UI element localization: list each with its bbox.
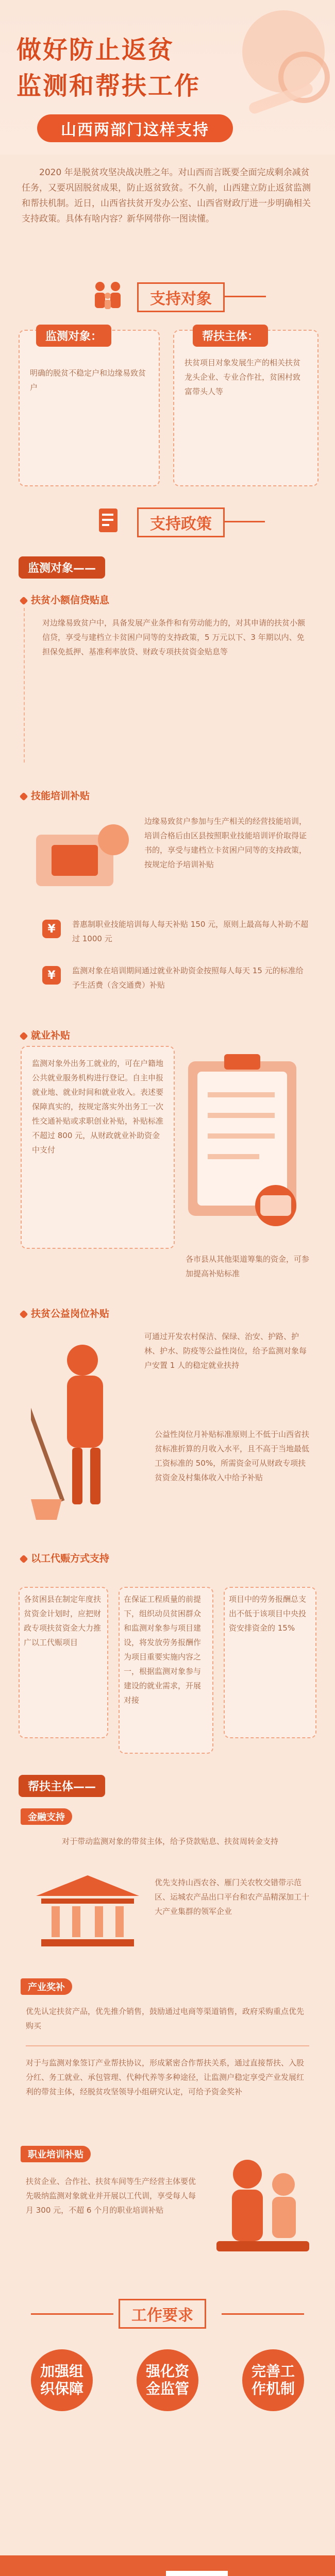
loan-title-text: 扶贫小额信贷贴息: [31, 595, 110, 606]
qr-code: [166, 2571, 228, 2576]
support-policy-title: 支持政策: [137, 507, 225, 537]
public-post-text1: 可通过开发农村保洁、保绿、治安、护路、护林、护水、防疫等公益性岗位，给予监测对象每户安置 1 人的稳定就业扶持: [144, 1332, 307, 1370]
public-post-title: [21, 1306, 109, 1320]
hero-title-line2: 监测和帮扶工作: [16, 72, 201, 100]
employment-text: 监测对象外出务工就业的，可在户籍地公共就业服务机构进行登记。自主申报就业地、就业时间和就业收入。表述要保障真实的，按规定落实外出务工一次性交通补贴或求职创业补贴，补贴标准不超过 800 元，从财政就业补助资金中支付: [32, 1059, 164, 1155]
training-text3: 监测对象在培训期间通过就业补助资金按照每人每天 15 元的标准给予生活费（含交通费）补贴: [72, 966, 304, 990]
public-post-text2: 公益性岗位月补贴标准原则上不低于山西省扶贫标准折算的月收入水平，且不高于当地最低工资标准的 50%，所需资金可从财政专项扶贫资金及村集体收入中给予补贴: [155, 1430, 310, 1482]
requirements-header-line-left: [31, 2313, 113, 2315]
sweeper-illustration: [31, 1329, 139, 1525]
training-text2: 普惠制职业技能培训每人每天补贴 150 元，原则上最高每人补助不超过 1000 元: [72, 920, 309, 943]
monitor-target-card: [19, 330, 160, 486]
requirement-tag-text: 完善工作机制: [251, 2363, 295, 2397]
work-relief-col3: 项目中的劳务报酬总支出不低于该项目中央投资安排资金的 15%: [229, 1595, 307, 1633]
public-post-title-text: 扶贫公益岗位补贴: [31, 1308, 110, 1319]
employment-title: [21, 1028, 70, 1042]
monitor-object-pill: 监测对象——: [19, 556, 105, 579]
loan-text: 对边缘易致贫户中，具备发展产业条件和有劳动能力的，对其申请的扶贫小额信贷，享受与建档立卡贫困户同等的支持政策，5 万元以下、3 年期以内、免担保免抵押、基准利率放贷、财政专项扶贫资金贴息等: [42, 618, 306, 656]
help-target-label: 帮扶主体：: [193, 325, 268, 347]
bullet-icon: [20, 792, 28, 801]
help-subject-pill: 帮扶主体——: [19, 1775, 105, 1797]
work-relief-title-text: 以工代赈方式支持: [31, 1553, 110, 1564]
clipboard-illustration: [183, 1051, 312, 1247]
hero-banner: 山西两部门这样支持: [37, 114, 233, 142]
requirement-tag-text: 强化资金监管: [145, 2363, 189, 2397]
training-title: [21, 788, 90, 802]
help-target-card: [173, 330, 319, 486]
training-text1: 边缘易致贫户参加与生产相关的经营技能培训，培训合格后由区县按照职业技能培训评价取得证书的，享受与建档立卡贫困户同等的支持政策，按规定给予培训补贴: [144, 817, 307, 869]
job-train-ribbon: [21, 2146, 91, 2162]
monitor-target-label: 监测对象：: [36, 325, 111, 347]
training-title-text: 技能培训补贴: [31, 790, 90, 802]
work-relief-title: [21, 1551, 109, 1565]
intro-paragraph: 2020 年是脱贫攻坚决战决胜之年。对山西而言既要全面完成剩余减贫任务，又要巩固脱贫成果，防止返贫致贫。不久前，山西建立防止返贫监测和帮扶机制。近日，山西省扶贫开发办公室、山西省财政厅进一步明确相关支持政策。具体有啥内容？新华网带你一图读懂。: [22, 167, 311, 224]
industry-text1: 优先认定扶贫产品，优先推介销售，鼓励通过电商等渠道销售，政府采购重点优先购买: [26, 2007, 305, 2030]
header-divider: [224, 521, 265, 522]
industry-text2: 对于与监测对象签订产业帮扶协议，形成紧密合作帮扶关系，通过直接帮扶、入股分红、务工就业、承包管理、代种代养等多种途径，让监测户稳定享受产业发展红利的带贫主体，经脱贫攻坚领导小组研究认定，可给予资金奖补: [26, 2058, 305, 2096]
coin-icon: ¥: [42, 966, 61, 985]
requirement-tag-2: [137, 2349, 198, 2411]
requirements-header-line-right: [222, 2313, 304, 2315]
requirement-tag-1: [31, 2349, 93, 2411]
bullet-icon: [20, 1310, 28, 1318]
bullet-icon: [20, 596, 28, 605]
footer: [0, 2555, 335, 2576]
bullet-icon: [20, 1554, 28, 1563]
requirement-tag-3: [242, 2349, 304, 2411]
employment-text2: 各市县从其他渠道筹集的资金，可参加提高补贴标准: [186, 1255, 310, 1278]
monitor-target-text: 明确的脱贫不稳定户和边缘易致贫户: [30, 368, 146, 392]
header-divider: [225, 296, 266, 297]
support-targets-title: 支持对象: [137, 282, 225, 312]
hero: [0, 0, 335, 155]
loan-title: [21, 592, 109, 606]
finance-text1: 对于带动监测对象的带贫主体，给予贷款贴息、扶贫周转金支持: [62, 1837, 279, 1846]
help-target-text: 扶贫项目对象发展生产的相关扶贫龙头企业、专业合作社，贫困村致富带头人等: [185, 358, 301, 396]
policy-icon: [96, 506, 124, 534]
bank-illustration: [31, 1870, 144, 1953]
industry-divider: [26, 2045, 309, 2046]
work-relief-col1: 各贫困县在制定年度扶贫资金计划时，应把财政专项扶贫资金大力推广以工代赈项目: [24, 1595, 102, 1647]
dashed-connector: [24, 608, 25, 762]
work-relief-col2: 在保证工程质量的前提下，组织动员贫困群众和监测对象参与项目建设，将发放劳务报酬作为项目重要实施内容之一，根据监测对象参与建设的就业需求，开展对接: [124, 1595, 202, 1705]
job-train-text: 扶贫企业、合作社、扶贫车间等生产经营主体要优先吸纳监测对象就业并开展以工代训，享受每人每月 300 元，不超 6 个月的职业培训补贴: [26, 2177, 196, 2215]
worker-illustration: [206, 2154, 314, 2267]
finance-title: 金融支持: [28, 1812, 65, 1823]
support-policy-section: [19, 502, 316, 544]
finance-ribbon: [21, 1808, 72, 1825]
support-targets-section: [19, 278, 316, 495]
employment-title-text: 就业补贴: [31, 1030, 71, 1041]
requirement-tag-text: 加强组织保障: [40, 2363, 83, 2397]
hero-title-line1: 做好防止返贫: [16, 36, 175, 64]
bullet-icon: [20, 1031, 28, 1040]
industry-ribbon: [21, 1978, 72, 1995]
work-requirements-title: 工作要求: [119, 2299, 206, 2329]
coin-icon: ¥: [42, 920, 61, 938]
industry-title: 产业奖补: [28, 1982, 65, 1993]
support-targets-header: [19, 279, 316, 312]
job-train-title: 职业培训补贴: [28, 2149, 83, 2160]
finance-text2: 优先支持山西农谷、雁门关农牧交错带示范区、运城农产品出口平台和农产品精深加工十大产业集群的领军企业: [155, 1878, 310, 1916]
training-illustration: [31, 814, 134, 896]
